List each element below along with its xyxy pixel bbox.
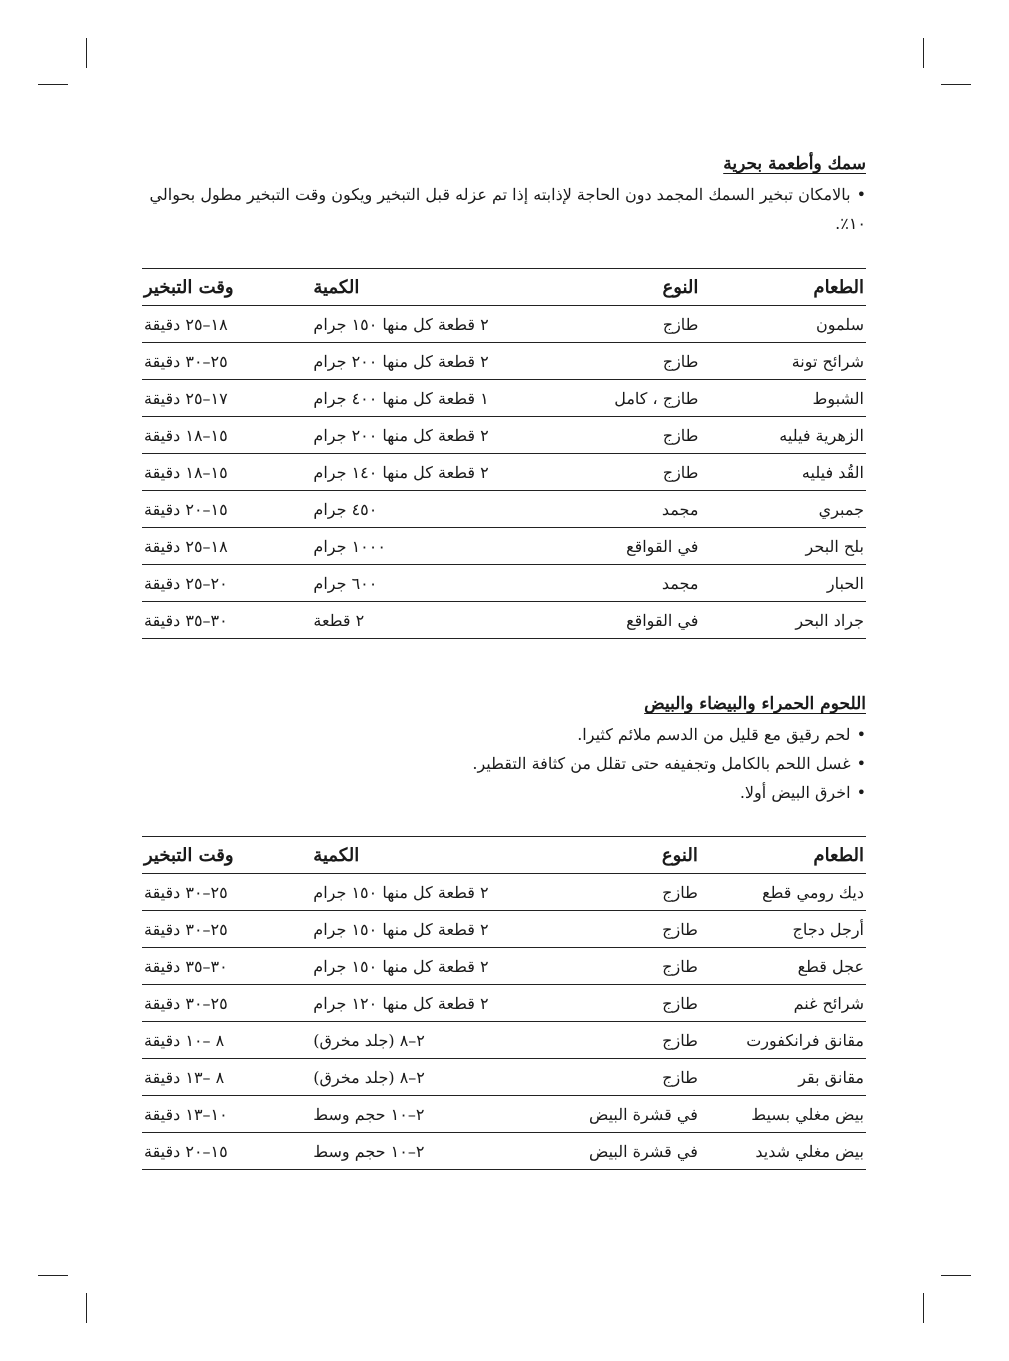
cell-time: ٨ –١٣ دقيقة (142, 1059, 311, 1096)
cell-qty: ٢ قطعة كل منها ٢٠٠ جرام (311, 343, 530, 380)
cell-food: مقانق فرانكفورت (700, 1022, 866, 1059)
table-row (142, 1022, 866, 1059)
cell-qty: ٢–٨ (جلد مخرق) (311, 1022, 530, 1059)
cell-time: ٢٥–٣٠ دقيقة (142, 874, 311, 911)
cell-time: ٢٠–٢٥ دقيقة (142, 565, 311, 602)
bullet-icon: • (856, 754, 866, 773)
bullet-icon: • (856, 783, 866, 802)
cell-time: ١٨–٢٥ دقيقة (142, 528, 311, 565)
crop-mark (86, 38, 87, 68)
cell-qty: ١٠٠٠ جرام (311, 528, 530, 565)
cell-type: طازج (530, 948, 700, 985)
table-row (142, 911, 866, 948)
meat-section-intro (142, 692, 866, 807)
col-header-type: النوع (530, 837, 700, 874)
seafood-heading: سمك وأطعمة بحرية (723, 154, 866, 174)
cell-time: ١٥–٢٠ دقيقة (142, 491, 311, 528)
cell-food: جمبري (700, 491, 866, 528)
cell-type: طازج (530, 1022, 700, 1059)
cell-time: ١٠–١٣ دقيقة (142, 1096, 311, 1133)
cell-type: مجمد (530, 491, 700, 528)
table-row (142, 874, 866, 911)
cell-type: طازج (530, 985, 700, 1022)
meat-note: •اخرق البيض أولا. (739, 783, 866, 802)
cell-type: في القواقع (530, 602, 700, 639)
crop-mark (923, 1293, 924, 1323)
cell-time: ١٥–١٨ دقيقة (142, 454, 311, 491)
cell-type: في قشرة البيض (530, 1096, 700, 1133)
cell-qty: ٢ قطعة (311, 602, 530, 639)
col-header-food: الطعام (700, 269, 866, 306)
cell-time: ١٧–٢٥ دقيقة (142, 380, 311, 417)
crop-mark (38, 1275, 68, 1276)
table-row (142, 1059, 866, 1096)
crop-mark (38, 84, 68, 85)
table-row (142, 1133, 866, 1170)
cell-type: في القواقع (530, 528, 700, 565)
table-row (142, 602, 866, 639)
col-header-time: وقت التبخير (142, 837, 311, 874)
cell-time: ٢٥–٣٠ دقيقة (142, 985, 311, 1022)
cell-type: طازج (530, 306, 700, 343)
meat-note: •لحم رقيق مع قليل من الدسم ملائم كثيرا. (577, 725, 866, 744)
cell-type: طازج (530, 343, 700, 380)
cell-type: مجمد (530, 565, 700, 602)
cell-food: شرائح غنم (700, 985, 866, 1022)
cell-time: ٣٠–٣٥ دقيقة (142, 948, 311, 985)
crop-mark (923, 38, 924, 68)
col-header-qty: الكمية (311, 837, 530, 874)
cell-qty: ٢–٨ (جلد مخرق) (311, 1059, 530, 1096)
seafood-table (142, 268, 866, 639)
col-header-food: الطعام (700, 837, 866, 874)
cell-type: طازج ، كامل (530, 380, 700, 417)
crop-mark (941, 1275, 971, 1276)
cell-time: ١٥–١٨ دقيقة (142, 417, 311, 454)
cell-qty: ٢–١٠ حجم وسط (311, 1133, 530, 1170)
cell-qty: ٢ قطعة كل منها ١٥٠ جرام (311, 874, 530, 911)
bullet-icon: • (856, 725, 866, 744)
cell-type: في قشرة البيض (530, 1133, 700, 1170)
cell-qty: ٤٥٠ جرام (311, 491, 530, 528)
cell-time: ٣٠–٣٥ دقيقة (142, 602, 311, 639)
table-row (142, 1096, 866, 1133)
cell-type: طازج (530, 911, 700, 948)
cell-qty: ١ قطعة كل منها ٤٠٠ جرام (311, 380, 530, 417)
col-header-type: النوع (530, 269, 700, 306)
table-row (142, 454, 866, 491)
cell-qty: ٢ قطعة كل منها ١٥٠ جرام (311, 911, 530, 948)
cell-food: الزهرية فيليه (700, 417, 866, 454)
table-header-row (142, 269, 866, 306)
cell-time: ١٥–٢٠ دقيقة (142, 1133, 311, 1170)
cell-type: طازج (530, 874, 700, 911)
meat-heading: اللحوم الحمراء والبيضاء والبيض (644, 694, 866, 714)
cell-food: ديك رومي قطع (700, 874, 866, 911)
seafood-section-intro (142, 152, 866, 238)
cell-time: ٨ –١٠ دقيقة (142, 1022, 311, 1059)
cell-time: ٢٥–٣٠ دقيقة (142, 343, 311, 380)
cell-qty: ٢ قطعة كل منها ١٢٠ جرام (311, 985, 530, 1022)
cell-food: القُد فيليه (700, 454, 866, 491)
seafood-notes (142, 180, 866, 238)
cell-type: طازج (530, 417, 700, 454)
cell-time: ٢٥–٣٠ دقيقة (142, 911, 311, 948)
cell-qty: ٢ قطعة كل منها ١٤٠ جرام (311, 454, 530, 491)
table-header-row (142, 837, 866, 874)
table-row (142, 528, 866, 565)
cell-food: جراد البحر (700, 602, 866, 639)
crop-mark (941, 84, 971, 85)
cell-food: سلمون (700, 306, 866, 343)
table-row (142, 565, 866, 602)
seafood-note: •بالامكان تبخير السمك المجمد دون الحاجة لإذابته إذا تم عزله قبل التبخير ويكون وقت التبخير مطول بحوالي ١٠٪. (149, 185, 866, 233)
bullet-icon: • (856, 185, 866, 204)
cell-food: أرجل دجاج (700, 911, 866, 948)
table-row (142, 417, 866, 454)
table-row (142, 985, 866, 1022)
cell-food: شرائح تونة (700, 343, 866, 380)
cell-food: بلح البحر (700, 528, 866, 565)
table-row (142, 948, 866, 985)
crop-mark (86, 1293, 87, 1323)
cell-qty: ٢ قطعة كل منها ١٥٠ جرام (311, 306, 530, 343)
cell-food: الحبار (700, 565, 866, 602)
cell-food: الشبوط (700, 380, 866, 417)
col-header-qty: الكمية (311, 269, 530, 306)
cell-food: بيض مغلي بسيط (700, 1096, 866, 1133)
table-row (142, 343, 866, 380)
meat-note: •غسل اللحم بالكامل وتجفيفه حتى تقلل من كثافة التقطير. (472, 754, 866, 773)
cell-food: بيض مغلي شديد (700, 1133, 866, 1170)
table-row (142, 491, 866, 528)
cell-type: طازج (530, 454, 700, 491)
cell-food: عجل قطع (700, 948, 866, 985)
cell-qty: ٢ قطعة كل منها ١٥٠ جرام (311, 948, 530, 985)
meat-table (142, 836, 866, 1170)
cell-qty: ٢ قطعة كل منها ٢٠٠ جرام (311, 417, 530, 454)
table-row (142, 306, 866, 343)
table-row (142, 380, 866, 417)
meat-notes (142, 720, 866, 807)
cell-type: طازج (530, 1059, 700, 1096)
col-header-time: وقت التبخير (142, 269, 311, 306)
cell-qty: ٦٠٠ جرام (311, 565, 530, 602)
cell-qty: ٢–١٠ حجم وسط (311, 1096, 530, 1133)
cell-time: ١٨–٢٥ دقيقة (142, 306, 311, 343)
cell-food: مقانق بقر (700, 1059, 866, 1096)
